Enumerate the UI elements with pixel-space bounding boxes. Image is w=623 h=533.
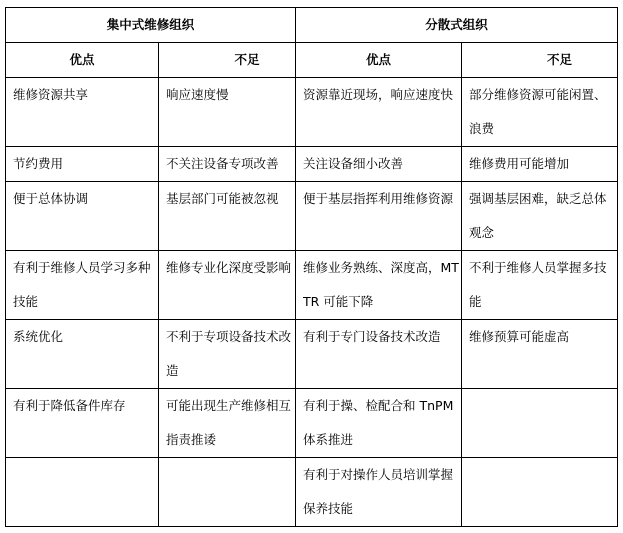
cell-distributed-pro: 便于基层指挥利用维修资源 [296,182,462,251]
cell-centralized-con: 不利于专项设备技术改造 [159,320,296,389]
cell-centralized-pro: 系统优化 [6,320,159,389]
table-row [6,458,618,527]
cell-centralized-con: 维修专业化深度受影响 [159,251,296,320]
header-centralized-cons: 不足 [159,43,296,78]
cell-centralized-pro [6,458,159,527]
cell-distributed-pro: 关注设备细小改善 [296,147,462,182]
cell-centralized-con: 不关注设备专项改善 [159,147,296,182]
group-header-row [6,8,618,43]
cell-distributed-con: 不利于维修人员掌握多技能 [462,251,618,320]
sub-header-row [6,43,618,78]
cell-centralized-con: 基层部门可能被忽视 [159,182,296,251]
cell-centralized-con: 可能出现生产维修相互指责推诿 [159,389,296,458]
header-distributed: 分散式组织 [296,8,618,43]
header-centralized: 集中式维修组织 [6,8,296,43]
cell-distributed-con [462,389,618,458]
cell-distributed-con: 强调基层困难，缺乏总体观念 [462,182,618,251]
table-row [6,78,618,147]
table-row [6,320,618,389]
cell-centralized-con [159,458,296,527]
header-centralized-pros: 优点 [6,43,159,78]
cell-centralized-pro: 节约费用 [6,147,159,182]
table-row [6,147,618,182]
cell-centralized-pro: 便于总体协调 [6,182,159,251]
cell-distributed-pro: 维修业务熟练、深度高，MTTR 可能下降 [296,251,462,320]
table-row [6,251,618,320]
cell-centralized-pro: 维修资源共享 [6,78,159,147]
cell-distributed-con: 维修预算可能虚高 [462,320,618,389]
cell-distributed-pro: 有利于对操作人员培训掌握保养技能 [296,458,462,527]
cell-distributed-con: 维修费用可能增加 [462,147,618,182]
header-distributed-pros: 优点 [296,43,462,78]
cell-centralized-pro: 有利于降低备件库存 [6,389,159,458]
table-row [6,182,618,251]
cell-centralized-pro: 有利于维修人员学习多种技能 [6,251,159,320]
cell-distributed-con [462,458,618,527]
cell-distributed-con: 部分维修资源可能闲置、浪费 [462,78,618,147]
cell-distributed-pro: 资源靠近现场，响应速度快 [296,78,462,147]
table-row [6,389,618,458]
header-distributed-cons: 不足 [462,43,618,78]
cell-centralized-con: 响应速度慢 [159,78,296,147]
cell-distributed-pro: 有利于专门设备技术改造 [296,320,462,389]
comparison-table [5,7,618,527]
cell-distributed-pro: 有利于操、检配合和 TnPM 体系推进 [296,389,462,458]
